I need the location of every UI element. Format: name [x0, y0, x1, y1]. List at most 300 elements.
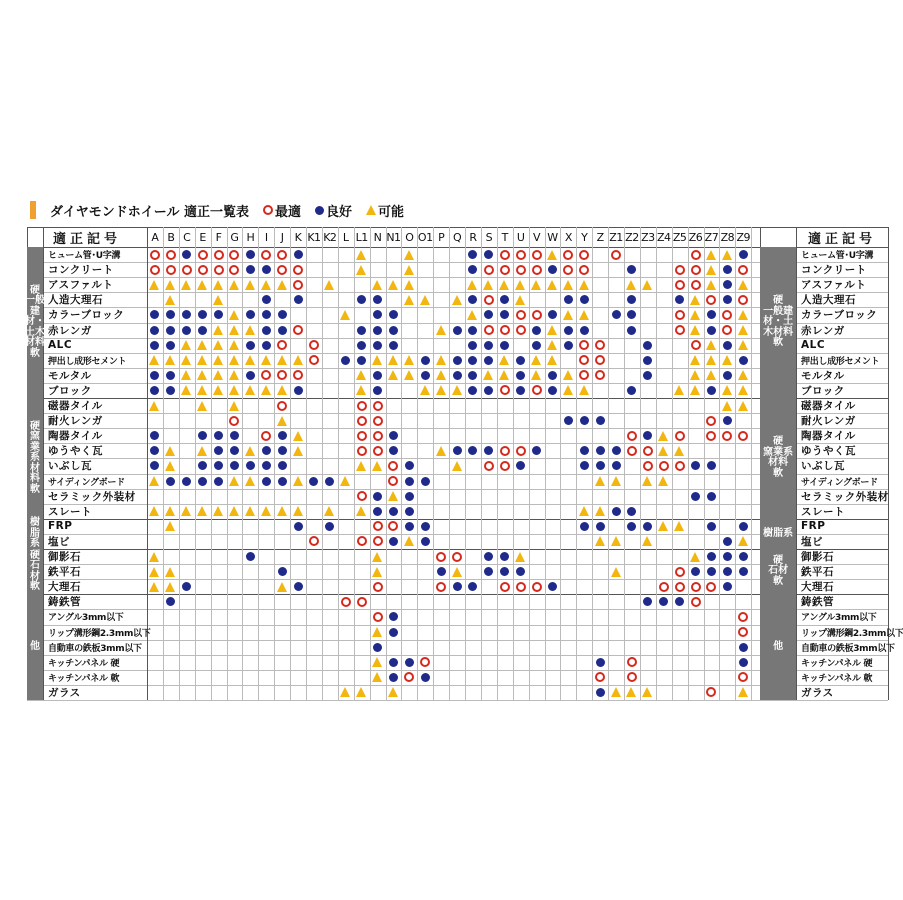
good-dot-icon — [246, 461, 255, 470]
best-circle-icon — [357, 416, 367, 426]
possible-triangle-icon — [436, 325, 446, 335]
possible-triangle-icon — [213, 385, 223, 395]
grid-col-line — [481, 227, 482, 700]
possible-triangle-icon — [388, 491, 398, 501]
material-name-right: 大理石 — [801, 581, 834, 594]
good-dot-icon — [739, 250, 748, 259]
good-dot-icon — [484, 567, 493, 576]
good-dot-icon — [166, 310, 175, 319]
good-dot-icon — [405, 461, 414, 470]
grid-row-line — [27, 640, 888, 641]
category-label: 窯業系材料 — [763, 446, 794, 469]
good-dot-icon — [468, 356, 477, 365]
good-dot-icon — [723, 295, 732, 304]
category-label: 樹脂系 — [30, 517, 40, 550]
possible-triangle-icon — [563, 370, 573, 380]
possible-triangle-icon — [372, 552, 382, 562]
good-dot-icon — [230, 461, 239, 470]
grid-row-line — [27, 338, 888, 339]
good-dot-icon — [182, 326, 191, 335]
category-band-left — [27, 519, 43, 549]
best-circle-icon — [436, 582, 446, 592]
good-dot-icon — [166, 371, 175, 380]
grid-col-line — [386, 227, 387, 700]
material-name-left: ガラス — [48, 686, 81, 699]
possible-triangle-icon — [165, 461, 175, 471]
grid-col-line — [401, 227, 402, 700]
good-dot-icon — [246, 341, 255, 350]
good-dot-icon — [389, 507, 398, 516]
best-circle-icon — [214, 265, 224, 275]
good-dot-icon — [214, 431, 223, 440]
grid-col-line — [338, 227, 339, 700]
best-circle-icon — [484, 325, 494, 335]
possible-triangle-icon — [324, 506, 334, 516]
material-name-right: 磁器タイル — [801, 400, 856, 413]
good-dot-icon — [262, 326, 271, 335]
best-circle-icon — [500, 265, 510, 275]
good-dot-icon — [389, 431, 398, 440]
best-circle-icon — [198, 250, 208, 260]
material-name-left: 塩ビ — [48, 535, 70, 548]
possible-triangle-icon — [324, 280, 334, 290]
possible-triangle-icon — [293, 476, 303, 486]
possible-triangle-icon — [515, 280, 525, 290]
best-circle-icon — [150, 250, 160, 260]
possible-triangle-icon — [340, 310, 350, 320]
grid-col-line — [163, 227, 164, 700]
possible-triangle-icon — [452, 295, 462, 305]
good-dot-icon — [627, 326, 636, 335]
column-header: V — [533, 230, 541, 244]
possible-triangle-icon — [149, 355, 159, 365]
possible-triangle-icon — [213, 280, 223, 290]
best-circle-icon — [706, 295, 716, 305]
material-name-right: スレート — [801, 505, 845, 518]
good-dot-icon — [421, 477, 430, 486]
material-name-right: キッチンパネル 硬 — [801, 658, 873, 669]
possible-triangle-icon — [372, 567, 382, 577]
best-circle-icon — [643, 446, 653, 456]
possible-triangle-icon — [563, 310, 573, 320]
grid-col-line — [529, 227, 530, 700]
grid-col-line — [704, 227, 705, 700]
best-circle-icon — [500, 250, 510, 260]
good-dot-icon — [723, 582, 732, 591]
material-name-right: 押出し成形セメント — [801, 356, 880, 367]
good-dot-icon — [357, 295, 366, 304]
good-dot-icon — [214, 461, 223, 470]
category-label: 軟 — [773, 467, 784, 479]
grid-row-line — [27, 443, 888, 444]
possible-triangle-icon — [706, 265, 716, 275]
possible-triangle-icon — [595, 536, 605, 546]
material-name-left: 陶器タイル — [48, 430, 103, 443]
possible-triangle-icon — [293, 506, 303, 516]
best-circle-icon — [436, 552, 446, 562]
possible-triangle-icon — [547, 325, 557, 335]
category-label: 軟 — [30, 581, 40, 593]
possible-triangle-icon — [245, 476, 255, 486]
column-header: U — [516, 230, 525, 244]
good-dot-icon — [580, 522, 589, 531]
best-circle-icon — [643, 461, 653, 471]
good-dot-icon — [405, 507, 414, 516]
possible-triangle-icon — [245, 325, 255, 335]
possible-triangle-icon — [452, 567, 462, 577]
possible-triangle-icon — [420, 295, 430, 305]
possible-triangle-icon — [690, 385, 700, 395]
best-circle-icon — [277, 370, 287, 380]
material-name-left: 鉄平石 — [48, 566, 81, 579]
possible-triangle-icon — [340, 687, 350, 697]
best-circle-icon — [420, 657, 430, 667]
best-circle-icon — [722, 431, 732, 441]
good-dot-icon — [262, 461, 271, 470]
material-name-left: FRP — [48, 520, 73, 533]
category-label: 硬 — [773, 295, 784, 307]
best-circle-icon — [675, 582, 685, 592]
best-circle-icon — [373, 446, 383, 456]
possible-triangle-icon — [515, 295, 525, 305]
good-dot-icon — [723, 567, 732, 576]
good-dot-icon — [150, 371, 159, 380]
good-dot-icon — [182, 582, 191, 591]
good-dot-icon — [484, 341, 493, 350]
good-dot-icon — [532, 446, 541, 455]
column-header: L — [342, 230, 349, 244]
possible-triangle-icon — [722, 250, 732, 260]
best-circle-icon — [261, 370, 271, 380]
good-dot-icon — [596, 688, 605, 697]
good-dot-icon — [723, 537, 732, 546]
best-circle-icon — [388, 476, 398, 486]
possible-triangle-icon — [245, 280, 255, 290]
column-header: N — [373, 230, 382, 244]
material-name-left: コンクリート — [48, 264, 114, 277]
grid-col-line — [513, 227, 514, 700]
column-header: R — [469, 230, 477, 244]
good-dot-icon — [230, 446, 239, 455]
possible-triangle-icon — [531, 370, 541, 380]
possible-triangle-icon — [372, 627, 382, 637]
column-header: C — [183, 230, 191, 244]
grid-col-line — [433, 227, 434, 700]
category-label: 硬 — [30, 420, 40, 432]
good-dot-icon — [739, 643, 748, 652]
good-dot-icon — [468, 371, 477, 380]
possible-triangle-icon — [595, 476, 605, 486]
good-dot-icon — [437, 567, 446, 576]
good-dot-icon — [468, 326, 477, 335]
good-dot-icon — [182, 250, 191, 259]
good-dot-icon — [421, 522, 430, 531]
good-dot-icon — [262, 310, 271, 319]
possible-triangle-icon — [149, 567, 159, 577]
good-dot-icon — [357, 356, 366, 365]
material-name-right: ALC — [801, 339, 826, 352]
material-name-right: カラーブロック — [801, 309, 878, 322]
category-label: 樹脂系 — [763, 527, 794, 539]
good-dot-icon — [468, 386, 477, 395]
good-dot-icon — [659, 597, 668, 606]
best-circle-icon — [706, 687, 716, 697]
material-name-left: ALC — [48, 339, 73, 352]
possible-triangle-icon — [658, 431, 668, 441]
possible-triangle-icon — [738, 536, 748, 546]
possible-triangle-icon — [706, 370, 716, 380]
possible-triangle-icon — [261, 355, 271, 365]
grid-col-line — [497, 227, 498, 700]
good-dot-icon — [707, 461, 716, 470]
best-circle-icon — [532, 310, 542, 320]
material-name-right: いぶし瓦 — [801, 460, 845, 473]
good-dot-icon — [198, 326, 207, 335]
possible-triangle-icon — [197, 340, 207, 350]
good-dot-icon — [723, 280, 732, 289]
good-dot-icon — [294, 295, 303, 304]
good-dot-icon — [643, 597, 652, 606]
good-dot-icon — [643, 522, 652, 531]
possible-triangle-icon — [738, 325, 748, 335]
possible-triangle-icon — [436, 446, 446, 456]
material-name-right: セラミック外装材 — [801, 490, 889, 503]
material-name-right: キッチンパネル 軟 — [801, 673, 873, 684]
grid-row-line — [27, 519, 888, 520]
best-circle-icon — [675, 280, 685, 290]
possible-triangle-icon — [149, 552, 159, 562]
good-dot-icon — [468, 582, 477, 591]
best-circle-icon — [706, 431, 716, 441]
good-dot-icon — [389, 658, 398, 667]
possible-triangle-icon — [404, 295, 414, 305]
possible-triangle-icon — [277, 506, 287, 516]
good-dot-icon — [294, 522, 303, 531]
possible-triangle-icon — [388, 280, 398, 290]
possible-triangle-icon — [579, 506, 589, 516]
possible-triangle-icon — [388, 355, 398, 365]
material-name-left: セラミック外装材 — [48, 490, 136, 503]
possible-triangle-icon — [642, 536, 652, 546]
column-header: Y — [581, 230, 588, 244]
good-dot-icon — [150, 446, 159, 455]
possible-triangle-icon — [229, 280, 239, 290]
good-dot-icon — [150, 431, 159, 440]
grid-col-line — [322, 227, 323, 700]
grid-row-line — [27, 474, 888, 475]
good-dot-icon — [421, 371, 430, 380]
possible-triangle-icon — [404, 280, 414, 290]
column-header: Z9 — [736, 230, 751, 244]
grid-row-line — [27, 534, 888, 535]
possible-triangle-icon — [722, 385, 732, 395]
possible-triangle-icon — [165, 355, 175, 365]
best-circle-icon — [373, 536, 383, 546]
best-circle-icon — [738, 265, 748, 275]
good-dot-icon — [389, 628, 398, 637]
possible-triangle-icon — [229, 385, 239, 395]
good-dot-icon — [500, 567, 509, 576]
good-dot-icon — [516, 461, 525, 470]
possible-triangle-icon — [277, 355, 287, 365]
possible-triangle-icon — [642, 687, 652, 697]
best-circle-icon — [675, 265, 685, 275]
possible-triangle-icon — [499, 280, 509, 290]
possible-triangle-icon — [197, 355, 207, 365]
good-dot-icon — [596, 446, 605, 455]
possible-triangle-icon — [197, 446, 207, 456]
possible-triangle-icon — [690, 310, 700, 320]
possible-triangle-icon — [245, 385, 255, 395]
grid-row-line — [27, 504, 888, 505]
possible-triangle-icon — [611, 476, 621, 486]
column-header: S — [485, 230, 493, 244]
possible-triangle-icon — [372, 657, 382, 667]
good-dot-icon — [532, 326, 541, 335]
good-dot-icon — [246, 250, 255, 259]
good-dot-icon — [580, 461, 589, 470]
material-name-right: ブロック — [801, 384, 845, 397]
good-dot-icon — [453, 446, 462, 455]
grid-row-line — [27, 609, 888, 610]
header-label-right: 適正記号 — [807, 231, 876, 247]
possible-triangle-icon — [165, 506, 175, 516]
material-name-right: サイディングボード — [801, 477, 878, 488]
possible-triangle-icon — [531, 280, 541, 290]
good-dot-icon — [627, 265, 636, 274]
best-circle-icon — [277, 250, 287, 260]
good-dot-icon — [643, 341, 652, 350]
good-dot-icon — [278, 431, 287, 440]
possible-triangle-icon — [213, 325, 223, 335]
material-name-left: サイディングボード — [48, 477, 125, 488]
possible-triangle-icon — [436, 370, 446, 380]
grid-col-line — [465, 227, 466, 700]
material-name-right: 人造大理石 — [801, 294, 856, 307]
possible-triangle-icon — [181, 506, 191, 516]
good-dot-icon — [214, 446, 223, 455]
good-dot-icon — [500, 310, 509, 319]
good-dot-icon — [389, 537, 398, 546]
possible-triangle-icon — [197, 280, 207, 290]
grid-row-line — [27, 398, 888, 399]
good-dot-icon — [262, 446, 271, 455]
grid-col-line — [751, 227, 752, 700]
possible-triangle-icon — [356, 370, 366, 380]
grid-col-line — [258, 227, 259, 700]
column-header: K2 — [323, 230, 337, 244]
possible-triangle-icon — [213, 506, 223, 516]
best-circle-icon — [293, 265, 303, 275]
possible-triangle-icon — [531, 355, 541, 365]
material-name-left: 大理石 — [48, 581, 81, 594]
material-name-left: キッチンパネル 軟 — [48, 673, 120, 684]
possible-triangle-icon — [261, 385, 271, 395]
good-dot-icon — [309, 477, 318, 486]
good-dot-icon — [643, 371, 652, 380]
best-circle-icon — [500, 461, 510, 471]
grid-col-line — [624, 227, 625, 700]
best-circle-icon — [229, 265, 239, 275]
possible-triangle-icon — [213, 355, 223, 365]
column-header: T — [501, 230, 508, 244]
best-circle-icon — [579, 370, 589, 380]
category-label: 硬 — [773, 436, 784, 448]
good-dot-icon — [468, 250, 477, 259]
category-band-right — [760, 594, 796, 700]
grid-row-line — [27, 549, 888, 550]
grid-row-line — [27, 564, 888, 565]
possible-triangle-icon — [436, 385, 446, 395]
material-name-right: 塩ビ — [801, 535, 823, 548]
grid-col-line — [242, 227, 243, 700]
possible-triangle-icon — [213, 340, 223, 350]
possible-triangle-icon — [356, 250, 366, 260]
material-name-right: FRP — [801, 520, 826, 533]
column-header: Q — [452, 230, 462, 244]
good-dot-icon — [230, 431, 239, 440]
possible-triangle-icon — [563, 280, 573, 290]
possible-triangle-icon — [149, 506, 159, 516]
best-circle-icon — [484, 265, 494, 275]
possible-triangle-icon — [165, 567, 175, 577]
good-dot-icon — [612, 507, 621, 516]
column-header: I — [264, 230, 268, 244]
possible-triangle-icon — [642, 280, 652, 290]
category-label: 窯業系材料 — [30, 431, 40, 485]
possible-triangle-icon — [340, 476, 350, 486]
material-name-left: ゆうやく瓦 — [48, 445, 103, 458]
material-name-left: リップ溝形鋼2.3mm以下 — [48, 628, 151, 639]
good-dot-icon — [707, 492, 716, 501]
possible-triangle-icon — [388, 370, 398, 380]
column-header: W — [547, 230, 558, 244]
possible-triangle-icon — [674, 385, 684, 395]
good-dot-icon — [278, 310, 287, 319]
grid-col-line — [195, 227, 196, 700]
possible-triangle-icon — [229, 476, 239, 486]
category-label: 石材 — [30, 560, 40, 582]
good-dot-icon — [389, 341, 398, 350]
possible-triangle-icon — [658, 476, 668, 486]
material-name-right: アングル3mm以下 — [801, 613, 877, 624]
legend-best-label: 最適 — [275, 204, 302, 220]
material-name-left: ブロック — [48, 384, 92, 397]
good-dot-icon — [468, 295, 477, 304]
grid-col-line — [560, 227, 561, 700]
best-circle-icon — [675, 325, 685, 335]
category-label: 硬 — [30, 549, 40, 561]
possible-triangle-icon — [277, 280, 287, 290]
material-name-left: アスファルト — [48, 279, 114, 292]
column-header: K1 — [307, 230, 321, 244]
possible-triangle-icon — [181, 370, 191, 380]
best-circle-icon — [532, 582, 542, 592]
good-dot-icon — [691, 461, 700, 470]
good-dot-icon — [627, 295, 636, 304]
possible-triangle-icon — [229, 310, 239, 320]
grid-col-line — [370, 227, 371, 700]
good-dot-icon — [214, 310, 223, 319]
category-label: 他 — [773, 640, 784, 652]
good-dot-icon — [389, 673, 398, 682]
best-circle-icon — [277, 265, 287, 275]
best-circle-icon — [516, 446, 526, 456]
grid-row-line — [27, 579, 888, 580]
best-circle-icon — [675, 310, 685, 320]
column-header: J — [280, 230, 284, 244]
possible-triangle-icon — [499, 355, 509, 365]
